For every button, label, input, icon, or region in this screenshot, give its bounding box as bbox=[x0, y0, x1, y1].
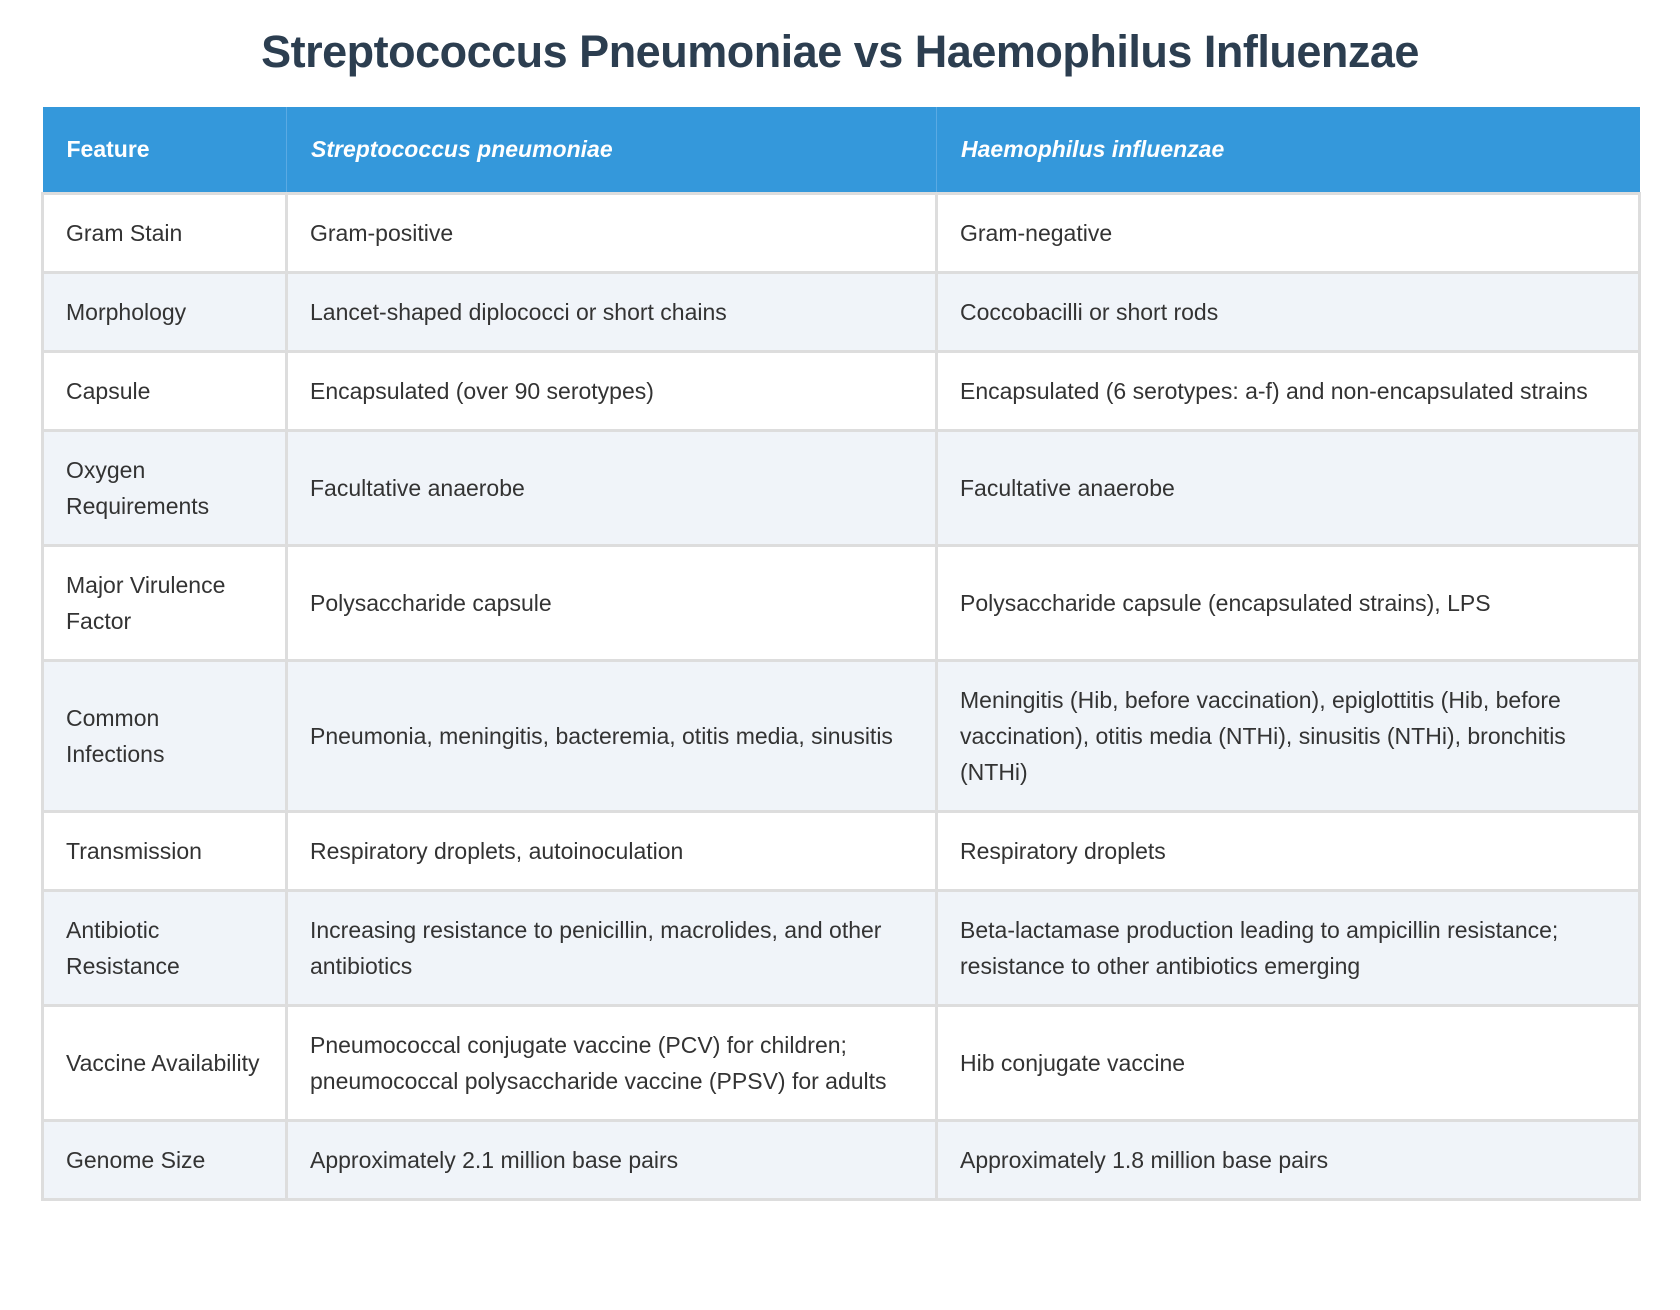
haem-cell: Meningitis (Hib, before vaccination), epiglottitis (Hib, before vaccination), otitis media (NTHi), sinusitis (NTHi), bronchitis (NTHi) bbox=[937, 661, 1640, 812]
strep-cell: Pneumonia, meningitis, bacteremia, otitis media, sinusitis bbox=[287, 661, 937, 812]
strep-cell: Encapsulated (over 90 serotypes) bbox=[287, 352, 937, 431]
feature-cell: Major Virulence Factor bbox=[43, 546, 287, 661]
feature-cell: Morphology bbox=[43, 273, 287, 352]
feature-cell: Transmission bbox=[43, 812, 287, 891]
comparison-table bbox=[41, 107, 1641, 1201]
haem-cell: Encapsulated (6 serotypes: a-f) and non-encapsulated strains bbox=[937, 352, 1640, 431]
header-feature: Feature bbox=[43, 107, 287, 194]
feature-cell: Capsule bbox=[43, 352, 287, 431]
haem-cell: Beta-lactamase production leading to ampicillin resistance; resistance to other antibiotics emerging bbox=[937, 891, 1640, 1006]
feature-cell: Antibiotic Resistance bbox=[43, 891, 287, 1006]
feature-cell: Oxygen Requirements bbox=[43, 431, 287, 546]
haem-cell: Hib conjugate vaccine bbox=[937, 1006, 1640, 1121]
page-title: Streptococcus Pneumoniae vs Haemophilus Influenzae bbox=[261, 26, 1419, 77]
table-header bbox=[43, 107, 1640, 194]
table-row bbox=[43, 661, 1640, 812]
haem-cell: Coccobacilli or short rods bbox=[937, 273, 1640, 352]
table-row bbox=[43, 1121, 1640, 1200]
strep-cell: Facultative anaerobe bbox=[287, 431, 937, 546]
feature-cell: Common Infections bbox=[43, 661, 287, 812]
strep-cell: Approximately 2.1 million base pairs bbox=[287, 1121, 937, 1200]
header-haemophilus: Haemophilus influenzae bbox=[937, 107, 1640, 194]
header-row bbox=[43, 107, 1640, 194]
strep-cell: Lancet-shaped diplococci or short chains bbox=[287, 273, 937, 352]
table-row bbox=[43, 891, 1640, 1006]
haem-cell: Polysaccharide capsule (encapsulated strains), LPS bbox=[937, 546, 1640, 661]
feature-cell: Gram Stain bbox=[43, 194, 287, 273]
haem-cell: Gram-negative bbox=[937, 194, 1640, 273]
table-row bbox=[43, 812, 1640, 891]
table-row bbox=[43, 431, 1640, 546]
haem-cell: Approximately 1.8 million base pairs bbox=[937, 1121, 1640, 1200]
feature-cell: Genome Size bbox=[43, 1121, 287, 1200]
haem-cell: Facultative anaerobe bbox=[937, 431, 1640, 546]
table-body bbox=[43, 194, 1640, 1200]
table-row bbox=[43, 194, 1640, 273]
table-row bbox=[43, 273, 1640, 352]
table-row bbox=[43, 352, 1640, 431]
comparison-table-container bbox=[41, 107, 1638, 1201]
strep-cell: Gram-positive bbox=[287, 194, 937, 273]
strep-cell: Increasing resistance to penicillin, macrolides, and other antibiotics bbox=[287, 891, 937, 1006]
table-row bbox=[43, 546, 1640, 661]
header-streptococcus: Streptococcus pneumoniae bbox=[287, 107, 937, 194]
table-row bbox=[43, 1006, 1640, 1121]
haem-cell: Respiratory droplets bbox=[937, 812, 1640, 891]
strep-cell: Pneumococcal conjugate vaccine (PCV) for children; pneumococcal polysaccharide vaccine (PPSV) for adults bbox=[287, 1006, 937, 1121]
feature-cell: Vaccine Availability bbox=[43, 1006, 287, 1121]
strep-cell: Respiratory droplets, autoinoculation bbox=[287, 812, 937, 891]
strep-cell: Polysaccharide capsule bbox=[287, 546, 937, 661]
